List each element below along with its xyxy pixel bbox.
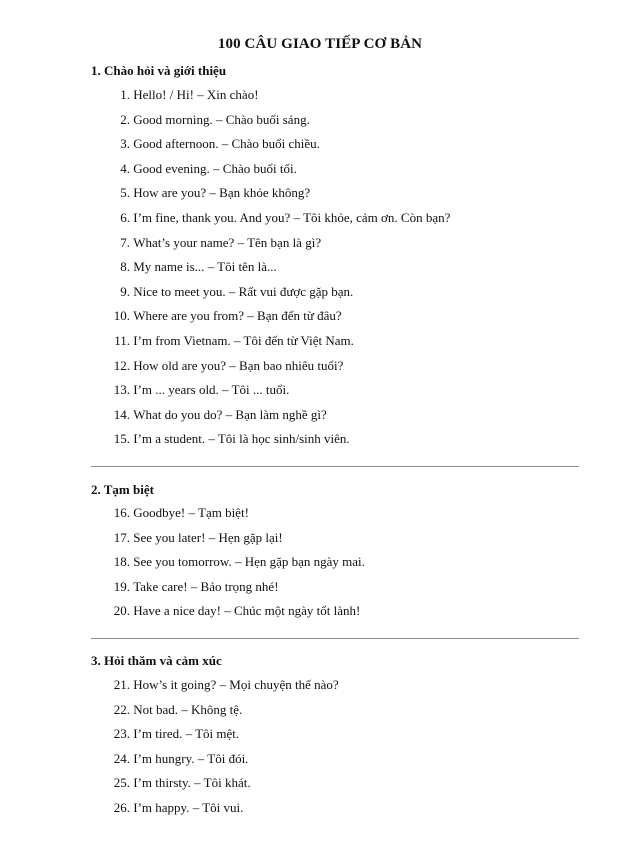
item-number: 13. [113, 382, 130, 398]
list-item [91, 431, 450, 456]
item-text: Good evening. – Chào buổi tối. [133, 160, 297, 176]
list-item [91, 210, 450, 235]
list-item [91, 505, 365, 530]
item-text: See you later! – Hẹn gặp lại! [133, 529, 283, 545]
item-number: 21. [113, 677, 130, 692]
section-heading-goodbye: 2. Tạm biệt [91, 482, 154, 497]
item-text: Nice to meet you. – Rất vui được gặp bạn. [133, 283, 354, 299]
item-number: 2. [120, 111, 130, 127]
item-number: 4. [120, 160, 130, 176]
list-item [91, 333, 450, 358]
list-item [91, 235, 450, 260]
item-number: 11. [114, 332, 130, 348]
item-number: 20. [113, 603, 130, 619]
item-text: Have a nice day! – Chúc một ngày tốt lành! [133, 603, 361, 619]
item-text: I’m fine, thank you. And you? – Tôi khỏe, cảm ơn. Còn bạn? [133, 209, 451, 225]
item-number: 3. [120, 136, 130, 152]
item-number: 25. [113, 775, 130, 791]
item-number: 12. [113, 357, 130, 373]
item-number: 14. [113, 406, 130, 422]
item-number: 26. [113, 799, 130, 815]
list-item [91, 751, 339, 776]
item-text: How are you? – Bạn khỏe không? [133, 185, 311, 201]
document-title: 100 CÂU GIAO TIẾP CƠ BẢN [217, 36, 423, 52]
item-number: 7. [120, 234, 130, 250]
list-item [91, 284, 450, 309]
item-text: I’m thirsty. – Tôi khát. [133, 775, 251, 791]
item-number: 22. [113, 701, 130, 717]
item-text: How’s it going? – Mọi chuyện thế nào? [133, 677, 339, 692]
item-text: What do you do? – Bạn làm nghề gì? [133, 406, 327, 422]
item-number: 1. [120, 87, 130, 102]
item-number: 23. [113, 726, 130, 742]
section-divider [91, 638, 579, 639]
item-number: 17. [113, 529, 130, 545]
item-number: 8. [120, 259, 130, 275]
list-item [91, 136, 450, 161]
item-text: Take care! – Bảo trọng nhé! [133, 578, 279, 594]
item-text: My name is... – Tôi tên là... [133, 259, 277, 275]
item-text: See you tomorrow. – Hẹn gặp bạn ngày mai. [133, 554, 365, 570]
item-number: 19. [113, 578, 130, 594]
list-item [91, 161, 450, 186]
item-number: 9. [120, 283, 130, 299]
section-divider [91, 466, 579, 467]
item-text: Not bad. – Không tệ. [133, 701, 243, 717]
list-item [91, 530, 365, 555]
item-text: I’m from Vietnam. – Tôi đến từ Việt Nam. [133, 332, 354, 348]
phrase-list-greetings [91, 87, 450, 456]
item-number: 16. [113, 505, 130, 520]
section-heading-greetings: 1. Chào hỏi và giới thiệu [91, 63, 227, 78]
list-item [91, 358, 450, 383]
item-number: 6. [120, 209, 130, 225]
item-number: 18. [113, 554, 130, 570]
item-text: Goodbye! – Tạm biệt! [133, 505, 249, 520]
list-item [91, 603, 365, 628]
item-text: I’m hungry. – Tôi đói. [133, 750, 249, 766]
item-text: I’m a student. – Tôi là học sinh/sinh viên. [133, 431, 350, 447]
list-item [91, 112, 450, 137]
list-item [91, 407, 450, 432]
list-item [91, 185, 450, 210]
item-text: Good morning. – Chào buổi sáng. [133, 111, 310, 127]
item-text: Hello! / Hi! – Xin chào! [133, 87, 259, 102]
section-heading-feelings: 3. Hỏi thăm và cảm xúc [91, 653, 222, 668]
item-number: 15. [113, 431, 130, 447]
item-text: Where are you from? – Bạn đến từ đâu? [133, 308, 342, 324]
item-text: I’m ... years old. – Tôi ... tuổi. [133, 382, 290, 398]
item-text: What’s your name? – Tên bạn là gì? [133, 234, 322, 250]
list-item [91, 702, 339, 727]
item-number: 10. [113, 308, 130, 324]
phrase-list-feelings [91, 677, 339, 825]
list-item [91, 677, 339, 702]
list-item [91, 554, 365, 579]
item-number: 5. [120, 185, 130, 201]
item-text: I’m happy. – Tôi vui. [133, 799, 244, 815]
list-item [91, 259, 450, 284]
list-item [91, 775, 339, 800]
item-number: 24. [113, 750, 130, 766]
list-item [91, 726, 339, 751]
list-item [91, 579, 365, 604]
list-item [91, 87, 450, 112]
list-item [91, 800, 339, 825]
list-item [91, 382, 450, 407]
item-text: Good afternoon. – Chào buổi chiều. [133, 136, 320, 152]
phrase-list-goodbye [91, 505, 365, 628]
item-text: I’m tired. – Tôi mệt. [133, 726, 240, 742]
list-item [91, 308, 450, 333]
item-text: How old are you? – Bạn bao nhiêu tuổi? [133, 357, 344, 373]
